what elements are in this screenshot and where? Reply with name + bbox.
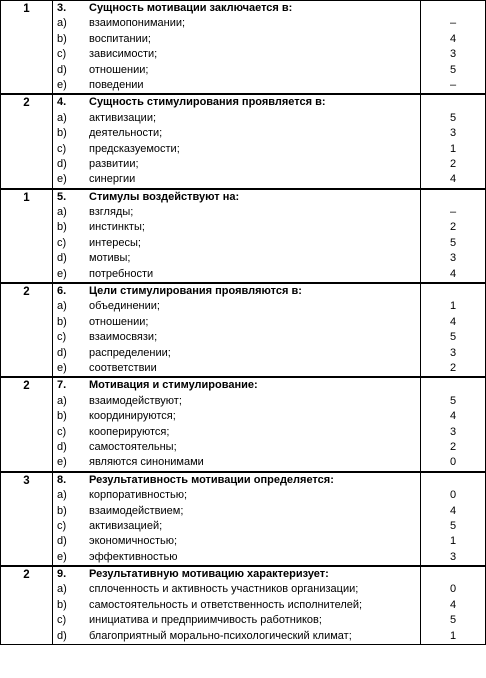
answer-option (53, 425, 420, 440)
question-number: 6. (57, 285, 67, 298)
question-body-cell (53, 472, 421, 566)
question-number: 4. (57, 96, 67, 109)
question-heading (53, 567, 420, 582)
answer-option (53, 534, 420, 549)
option-letter: b) (57, 504, 67, 517)
answer-values-cell (421, 377, 486, 471)
option-value: – (449, 17, 457, 30)
option-value: 2 (449, 221, 457, 234)
answer-option (53, 519, 420, 534)
option-value: 4 (449, 315, 457, 328)
option-value: 4 (449, 504, 457, 517)
option-text: сплоченность и активность участников организации; (89, 583, 359, 596)
option-text: взгляды; (89, 206, 134, 219)
question-row (1, 472, 486, 566)
answer-values-cell (421, 1, 486, 95)
option-letter: c) (57, 331, 67, 344)
option-value: 3 (449, 48, 457, 61)
question-weight: 2 (23, 286, 30, 299)
option-letter: e) (57, 550, 67, 563)
answer-option (53, 394, 420, 409)
option-value: 2 (449, 157, 457, 170)
option-text: поведении (89, 78, 144, 91)
option-value: 3 (449, 550, 457, 563)
question-weight-cell (1, 566, 53, 644)
option-letter: d) (57, 63, 67, 76)
option-letter: b) (57, 410, 67, 423)
question-weight-cell (1, 283, 53, 377)
answer-option (53, 142, 420, 157)
answer-values-cell (421, 472, 486, 566)
question-row (1, 94, 486, 188)
option-letter: e) (57, 456, 67, 469)
option-value: 3 (449, 346, 457, 359)
question-weight-cell (1, 189, 53, 283)
option-letter: e) (57, 267, 67, 280)
option-value: 1 (449, 535, 457, 548)
option-text: потребности (89, 267, 154, 280)
answer-option (53, 78, 420, 93)
answer-option (53, 172, 420, 187)
option-letter: b) (57, 315, 67, 328)
question-heading (53, 1, 420, 16)
answer-option (53, 488, 420, 503)
question-title: Стимулы воздействуют на: (89, 190, 240, 203)
answer-option (53, 32, 420, 47)
answer-option (53, 157, 420, 172)
question-heading (53, 378, 420, 393)
answer-option (53, 205, 420, 220)
option-letter: e) (57, 173, 67, 186)
option-text: синергии (89, 173, 136, 186)
question-body-cell (53, 377, 421, 471)
answer-option (53, 220, 420, 235)
question-weight-cell (1, 1, 53, 95)
answer-option (53, 299, 420, 314)
option-letter: c) (57, 48, 67, 61)
question-row (1, 283, 486, 377)
answer-option (53, 47, 420, 62)
option-value: 4 (449, 173, 457, 186)
answer-values-cell (421, 283, 486, 377)
question-body-cell (53, 1, 421, 95)
question-weight: 2 (23, 380, 30, 393)
option-letter: d) (57, 157, 67, 170)
option-text: инстинкты; (89, 221, 145, 234)
question-number: 7. (57, 379, 67, 392)
option-text: самостоятельность и ответственность исполнителей; (89, 598, 363, 611)
option-value: 2 (449, 440, 457, 453)
option-letter: d) (57, 346, 67, 359)
answer-option (53, 267, 420, 282)
question-body-cell (53, 94, 421, 188)
option-value: 5 (449, 394, 457, 407)
option-text: являются синонимами (89, 456, 204, 469)
option-text: распределении; (89, 346, 171, 359)
option-value: 5 (449, 236, 457, 249)
option-text: интересы; (89, 236, 141, 249)
option-text: взаимопонимании; (89, 17, 186, 30)
question-heading (53, 95, 420, 110)
question-number: 3. (57, 2, 67, 14)
option-letter: c) (57, 614, 67, 627)
question-body-cell (53, 283, 421, 377)
question-row (1, 1, 486, 95)
answer-option (53, 455, 420, 470)
option-text: соответствии (89, 361, 157, 374)
option-value: 0 (449, 456, 457, 469)
option-letter: c) (57, 519, 67, 532)
option-value: 4 (449, 267, 457, 280)
option-value: – (449, 78, 457, 91)
question-body-cell (53, 189, 421, 283)
option-letter: a) (57, 489, 67, 502)
question-number: 8. (57, 473, 67, 486)
question-row (1, 377, 486, 471)
answer-option (53, 582, 420, 597)
option-letter: c) (57, 236, 67, 249)
question-title: Результативную мотивацию характеризует: (89, 568, 329, 581)
questions-table-body (1, 1, 486, 645)
answer-option (53, 330, 420, 345)
option-text: благоприятный морально-психологический климат; (89, 629, 352, 642)
question-title: Сущность мотивации заключается в: (89, 2, 293, 14)
option-text: экономичностью; (89, 535, 178, 548)
option-text: зависимости; (89, 48, 158, 61)
answer-option (53, 613, 420, 628)
answer-option (53, 111, 420, 126)
option-letter: a) (57, 17, 67, 30)
option-text: взаимодействием; (89, 504, 184, 517)
option-text: эффективностью (89, 550, 178, 563)
option-text: предсказуемости; (89, 142, 180, 155)
option-text: отношении; (89, 63, 149, 76)
question-number: 5. (57, 190, 67, 203)
answer-option (53, 504, 420, 519)
option-letter: b) (57, 221, 67, 234)
option-letter: e) (57, 361, 67, 374)
option-letter: a) (57, 394, 67, 407)
answer-option (53, 629, 420, 644)
option-letter: a) (57, 583, 67, 596)
option-text: объединении; (89, 300, 160, 313)
option-letter: e) (57, 78, 67, 91)
question-title: Результативность мотивации определяется: (89, 473, 334, 486)
question-weight: 2 (23, 569, 30, 582)
option-text: инициатива и предприимчивость работников; (89, 614, 322, 627)
question-row (1, 189, 486, 283)
option-text: самостоятельны; (89, 440, 177, 453)
question-heading (53, 473, 420, 488)
question-weight: 3 (23, 474, 30, 487)
question-row (1, 566, 486, 644)
option-value: 1 (449, 629, 457, 642)
option-value: 1 (449, 142, 457, 155)
option-letter: d) (57, 440, 67, 453)
answer-option (53, 409, 420, 424)
option-letter: a) (57, 206, 67, 219)
option-text: активизацией; (89, 519, 163, 532)
answer-option (53, 63, 420, 78)
option-value: 4 (449, 32, 457, 45)
answer-option (53, 126, 420, 141)
answer-option (53, 236, 420, 251)
option-letter: d) (57, 629, 67, 642)
question-weight-cell (1, 94, 53, 188)
option-letter: b) (57, 127, 67, 140)
answer-option (53, 598, 420, 613)
option-text: мотивы; (89, 252, 131, 265)
option-letter: d) (57, 535, 67, 548)
answer-values-cell (421, 189, 486, 283)
option-letter: c) (57, 142, 67, 155)
question-body-cell (53, 566, 421, 644)
answer-option (53, 361, 420, 376)
option-value: 5 (449, 111, 457, 124)
question-weight: 2 (23, 97, 30, 110)
option-value: 3 (449, 127, 457, 140)
answer-option (53, 251, 420, 266)
option-value: – (449, 206, 457, 219)
option-letter: b) (57, 598, 67, 611)
answer-values-cell (421, 94, 486, 188)
option-value: 2 (449, 361, 457, 374)
option-text: взаимосвязи; (89, 331, 158, 344)
option-text: координируются; (89, 410, 176, 423)
option-value: 5 (449, 331, 457, 344)
option-text: кооперируются; (89, 425, 170, 438)
answer-values-cell (421, 566, 486, 644)
question-heading (53, 190, 420, 205)
question-title: Сущность стимулирования проявляется в: (89, 96, 326, 109)
answer-option (53, 315, 420, 330)
option-value: 1 (449, 300, 457, 313)
option-value: 4 (449, 410, 457, 423)
option-value: 5 (449, 519, 457, 532)
option-letter: d) (57, 252, 67, 265)
option-value: 5 (449, 63, 457, 76)
question-title: Мотивация и стимулирование: (89, 379, 258, 392)
option-text: развитии; (89, 157, 139, 170)
answer-option (53, 16, 420, 31)
option-letter: b) (57, 32, 67, 45)
option-letter: c) (57, 425, 67, 438)
option-text: отношении; (89, 315, 149, 328)
option-text: деятельности; (89, 127, 163, 140)
question-title: Цели стимулирования проявляются в: (89, 285, 302, 298)
option-text: воспитании; (89, 32, 151, 45)
question-weight: 1 (23, 3, 30, 15)
option-value: 3 (449, 425, 457, 438)
option-value: 5 (449, 614, 457, 627)
question-heading (53, 284, 420, 299)
option-value: 3 (449, 252, 457, 265)
option-value: 0 (449, 583, 457, 596)
question-weight-cell (1, 472, 53, 566)
option-text: корпоративностью; (89, 489, 188, 502)
answer-option (53, 440, 420, 455)
option-letter: a) (57, 111, 67, 124)
answer-option (53, 550, 420, 565)
option-letter: a) (57, 300, 67, 313)
answer-option (53, 346, 420, 361)
option-value: 4 (449, 598, 457, 611)
option-text: взаимодействуют; (89, 394, 182, 407)
question-weight: 1 (23, 191, 30, 204)
option-text: активизации; (89, 111, 157, 124)
question-number: 9. (57, 568, 67, 581)
question-weight-cell (1, 377, 53, 471)
option-value: 0 (449, 489, 457, 502)
